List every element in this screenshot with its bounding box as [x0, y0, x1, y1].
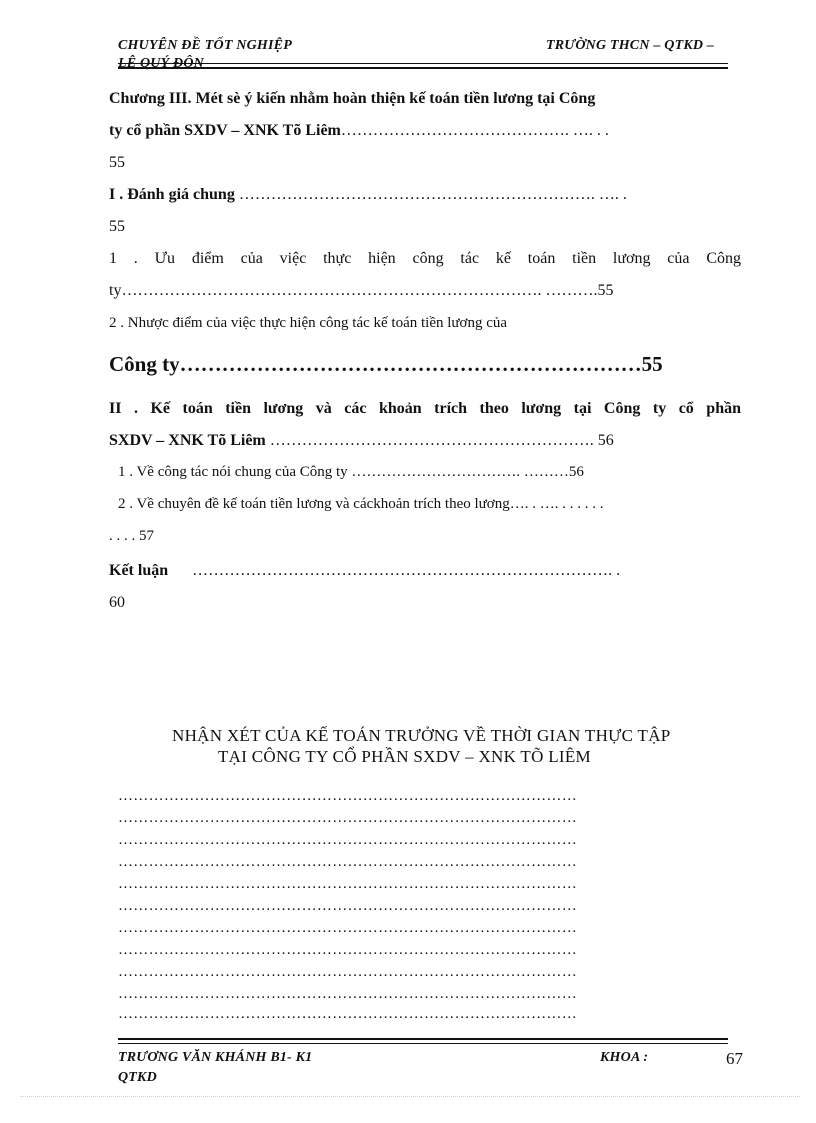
review-dotted-line: ……………………………………………………………………………… — [118, 898, 577, 914]
toc-section2-line2 — [109, 432, 614, 450]
header-left-line1: CHUYÊN ĐỀ TỐT NGHIỆP — [118, 38, 292, 53]
review-dotted-line: ……………………………………………………………………………… — [118, 986, 577, 1002]
footer-left-line2: QTKD — [118, 1070, 157, 1085]
toc-conclusion-dots: ……………………………………………………………………. . — [192, 562, 621, 579]
review-dotted-line: ……………………………………………………………………………… — [118, 854, 577, 870]
header-rule-top — [118, 63, 728, 64]
toc-item1-1-line2: ty……………………………………………………………………. ……….55 — [109, 282, 614, 299]
toc-item1-2-line1: 2 . Nhược điểm của việc thực hiện công tác kế toán tiền lương của — [109, 315, 508, 331]
toc-section2-line1: II . Kế toán tiền lương và các khoản trích theo lương tại Công ty cổ phần — [109, 400, 741, 417]
toc-section2-dots: ……………………………………………………. 56 — [269, 432, 614, 449]
review-dotted-line: ……………………………………………………………………………… — [118, 876, 577, 892]
footer-left-line1: TRƯƠNG VĂN KHÁNH B1- K1 — [118, 1050, 313, 1065]
review-dotted-line: ……………………………………………………………………………… — [118, 810, 577, 826]
toc-item2-2-line1: 2 . Về chuyên đề kế toán tiền lương và cáckhoản trích theo lương…. . …. . . . . . . — [118, 496, 604, 512]
toc-item1-2-line2: Công ty…………………………………………………………55 — [109, 352, 663, 376]
toc-item2-1: 1 . Về công tác nói chung của Công ty ……………………………. ………56 — [118, 464, 584, 480]
toc-conclusion-line — [109, 562, 620, 580]
toc-chapter3-line2 — [109, 122, 609, 140]
review-dotted-line: ……………………………………………………………………………… — [118, 788, 577, 804]
review-title-line1: NHẬN XÉT CỦA KẾ TOÁN TRƯỞNG VỀ THỜI GIAN THỰC TẬP — [172, 726, 671, 745]
toc-section1-line — [109, 186, 627, 204]
header-left-line2: LÊ QUÝ ĐÔN — [118, 56, 204, 71]
review-dotted-line: ……………………………………………………………………………… — [118, 964, 577, 980]
review-dotted-line: ……………………………………………………………………………… — [118, 942, 577, 958]
review-dotted-line: ……………………………………………………………………………… — [118, 1006, 577, 1022]
toc-item2-2-line2: . . . . 57 — [109, 528, 154, 544]
toc-chapter3-page: 55 — [109, 154, 125, 171]
toc-conclusion-page: 60 — [109, 594, 125, 611]
toc-chapter3-dots: ……………………………………. …. . . — [340, 122, 609, 139]
toc-section1-dots: …………………………………………………………. …. . — [238, 186, 627, 203]
footer-rule-bottom — [118, 1043, 728, 1044]
toc-section1-title: I . Đánh giá chung — [109, 186, 235, 203]
toc-chapter3-line1: Chương III. Mét sè ý kiến nhằm hoàn thiện kế toán tiền lương tại Công — [109, 90, 596, 107]
toc-conclusion-title: Kết luận — [109, 562, 169, 579]
review-dotted-line: ……………………………………………………………………………… — [118, 920, 577, 936]
page-number: 67 — [726, 1049, 743, 1068]
review-dotted-line: ……………………………………………………………………………… — [118, 832, 577, 848]
footer-khoa: KHOA : — [600, 1050, 649, 1065]
page-bottom-divider — [20, 1096, 800, 1097]
header-right: TRƯỜNG THCN – QTKD – — [546, 38, 715, 53]
toc-item1-1-line1: 1 . Ưu điểm của việc thực hiện công tác kế toán tiền lương của Công — [109, 250, 741, 267]
footer-rule-top — [118, 1038, 728, 1040]
review-title-line2: TẠI CÔNG TY CỔ PHẦN SXDV – XNK TÕ LIÊM — [218, 747, 591, 766]
header-rule-bottom — [118, 67, 728, 69]
toc-section2-title: SXDV – XNK Tõ Liêm — [109, 432, 266, 449]
toc-section1-page: 55 — [109, 218, 125, 235]
toc-chapter3-title: ty cổ phần SXDV – XNK Tõ Liêm — [109, 122, 341, 139]
